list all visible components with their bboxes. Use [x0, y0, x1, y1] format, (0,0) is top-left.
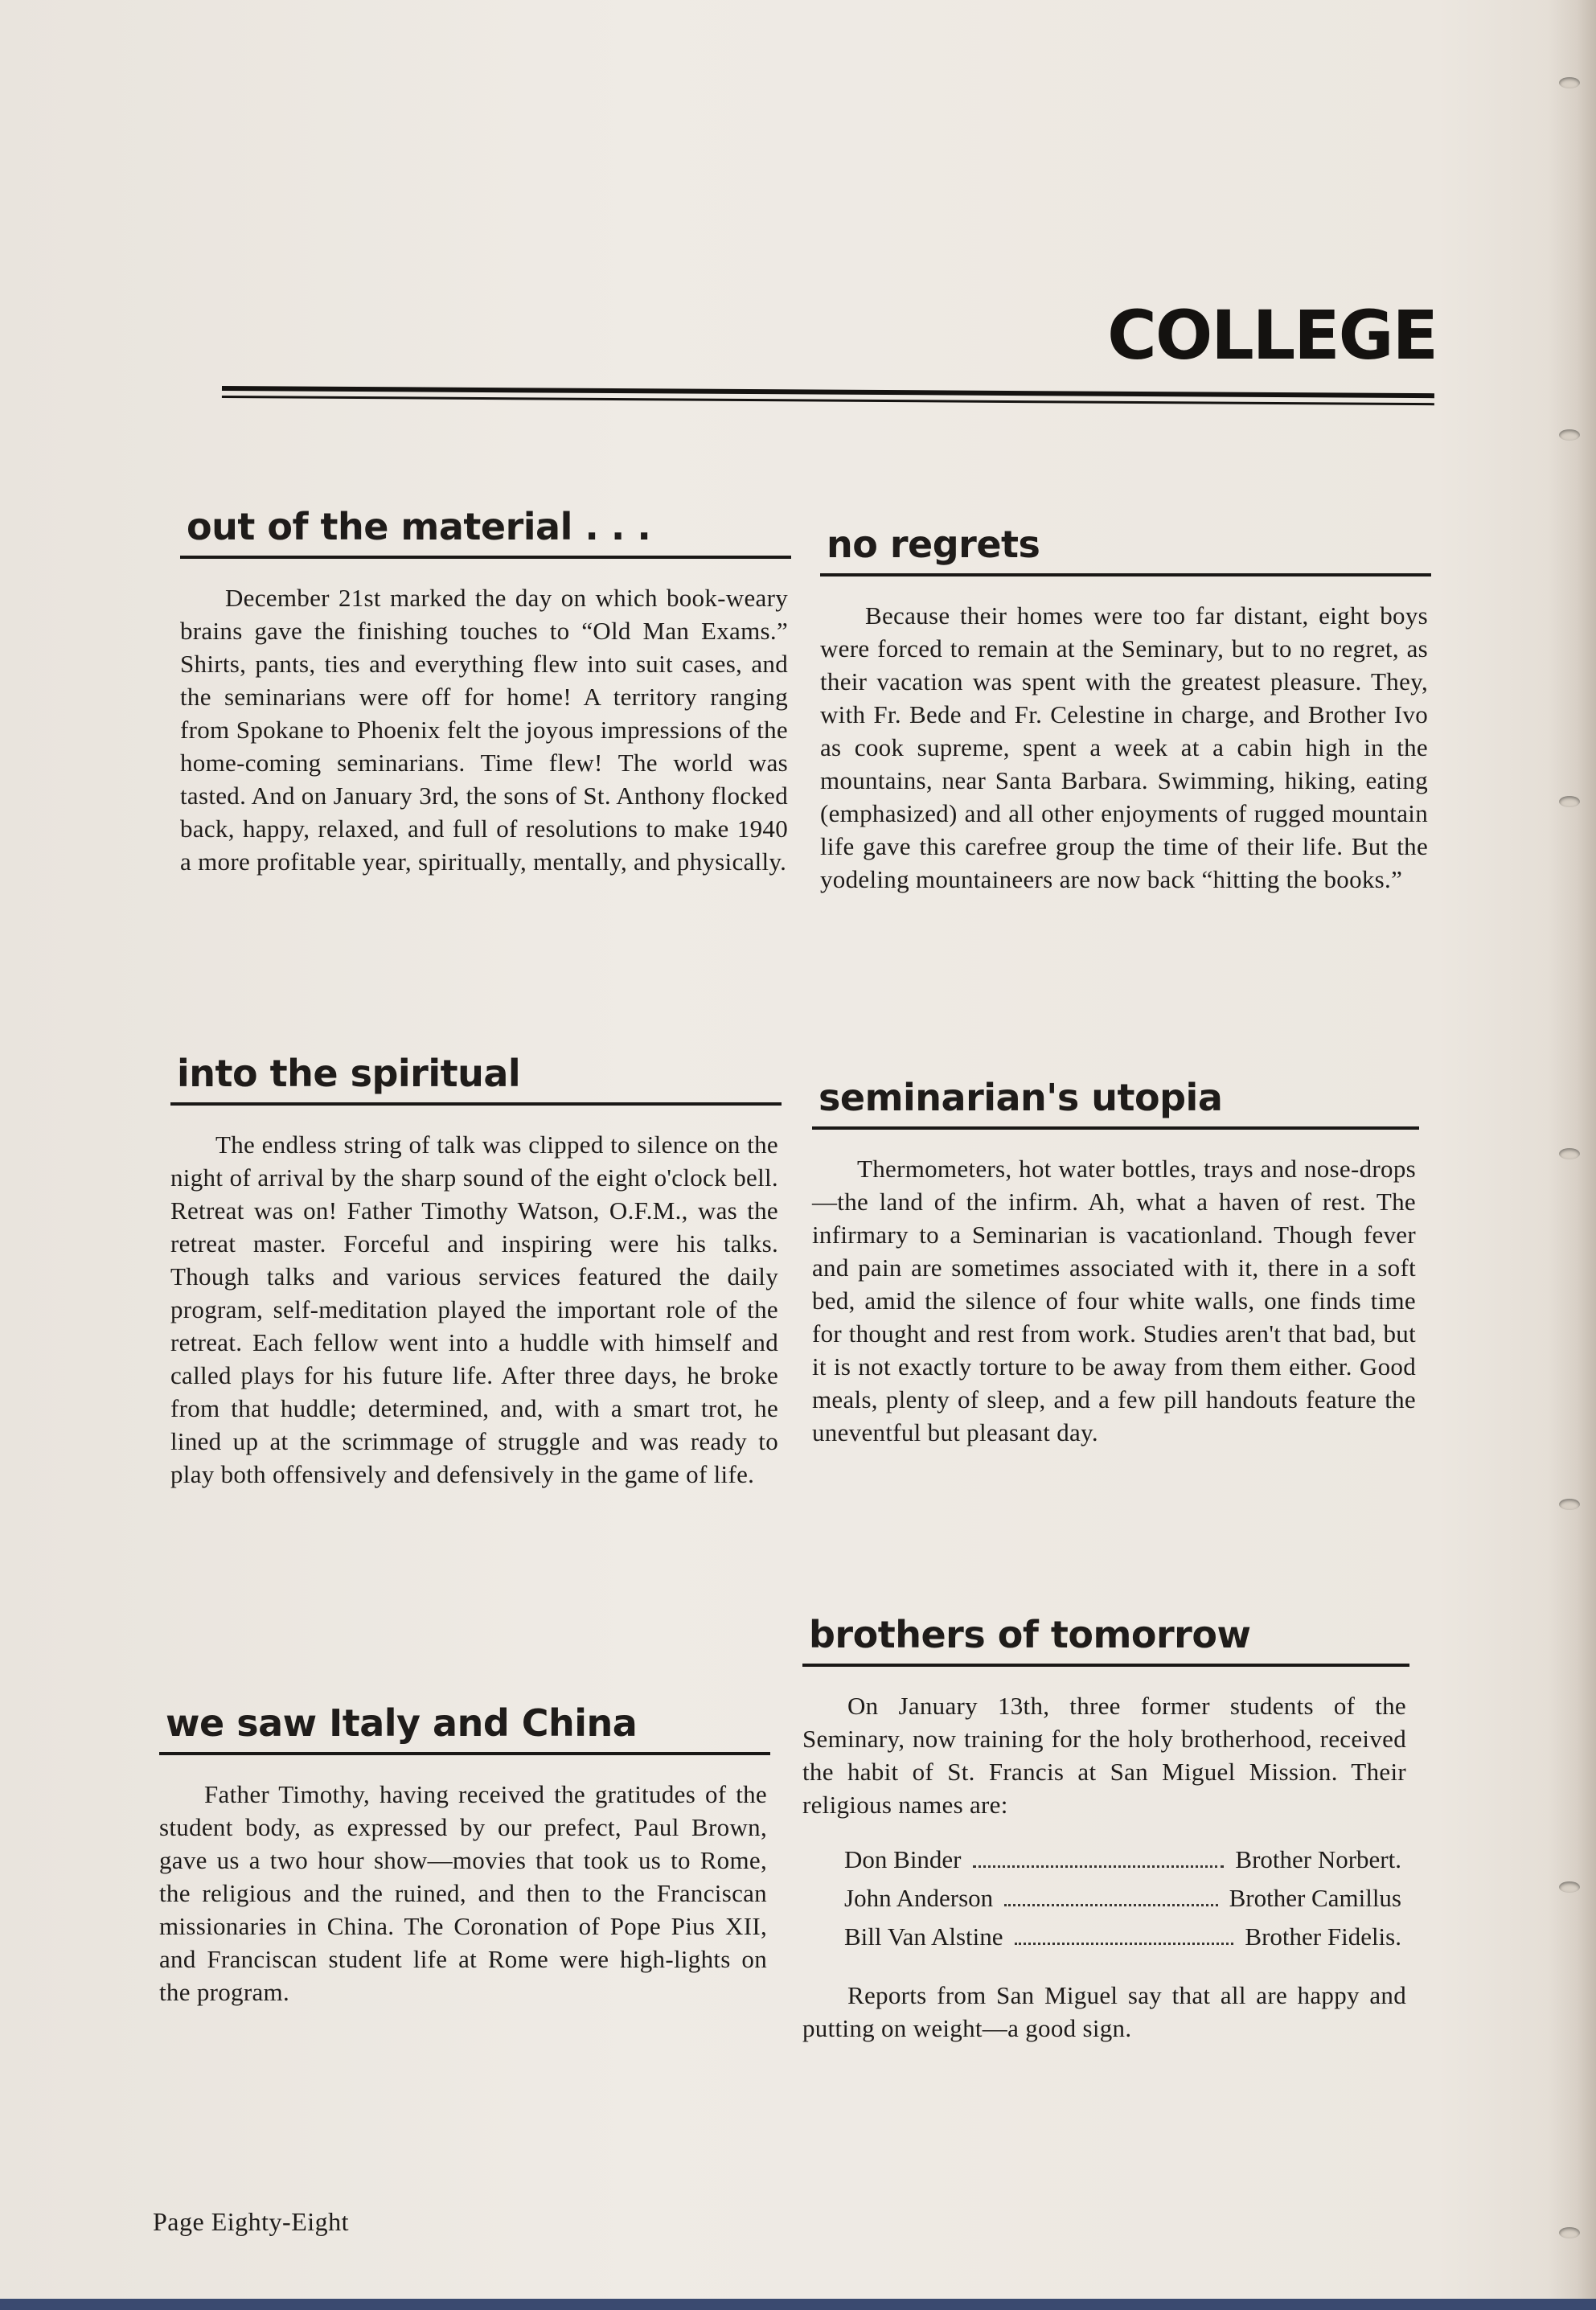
- article-body: On January 13th, three former students of the Seminary, now training for the holy brotherhood, received the habit of St. Francis at San Miguel Mission. Their religious names are:: [802, 1691, 1406, 1819]
- brothers-name-list: [844, 1840, 1409, 1956]
- section-title: COLLEGE: [1107, 296, 1437, 375]
- article-heading: brothers of tomorrow: [802, 1615, 1409, 1667]
- secular-name: John Anderson: [844, 1883, 994, 1912]
- article-closing: Reports from San Miguel say that all are happy and putting on weight—a good sign.: [802, 1980, 1406, 2042]
- article-heading: we saw Italy and China: [159, 1703, 770, 1755]
- secular-name: Don Binder: [844, 1844, 962, 1873]
- article-body: Father Timothy, having received the gratitudes of the student body, as expressed by our prefect, Paul Brown, gave us a two hour show—movies that took us to Rome, the religious and the ruined, and then to the Franciscan missionaries in China. The Coronation of Pope Pius XII, and Franciscan student life at Rome were high-lights on the program.: [159, 1779, 767, 2006]
- binding-hole: [1559, 1499, 1580, 1510]
- binding-hole: [1559, 796, 1580, 807]
- leader-dots: [1015, 1943, 1234, 1945]
- scan-bottom-border: [0, 2299, 1596, 2310]
- name-row: [844, 1879, 1409, 1918]
- leader-dots: [973, 1865, 1225, 1868]
- article-utopia: [812, 1077, 1419, 1449]
- article-heading: out of the material . . .: [180, 507, 791, 559]
- article-body: Because their homes were too far distant, eight boys were forced to remain at the Seminary, but to no regret, as their vacation was spent with the greatest pleasure. They, with Fr. Bede and Fr. Celestine in charge, and Brother Ivo as cook supreme, spent a week at a cabin high in the mountains, near Santa Barbara. Swimming, hiking, eating (emphasized) and all other enjoyments of rugged mountain life gave this carefree group the time of their life. But the yodeling mountaineers are now back “hitting the books.”: [820, 601, 1428, 893]
- page-number: Page Eighty-Eight: [153, 2207, 350, 2236]
- binding-hole: [1559, 429, 1580, 441]
- name-row: [844, 1918, 1409, 1956]
- binding-hole: [1559, 1881, 1580, 1893]
- binding-hole: [1559, 2227, 1580, 2238]
- religious-name: Brother Camillus: [1229, 1883, 1401, 1912]
- binding-hole: [1559, 1148, 1580, 1159]
- name-row: [844, 1840, 1409, 1879]
- article-material: [180, 507, 791, 878]
- article-spiritual: [170, 1053, 782, 1491]
- article-heading: seminarian's utopia: [812, 1077, 1419, 1130]
- article-heading: into the spiritual: [170, 1053, 782, 1106]
- article-body: December 21st marked the day on which book-weary brains gave the finishing touches to “Old Man Exams.” Shirts, pants, ties and everything flew into suit cases, and the seminarians were off for home! A territory ranging from Spokane to Phoenix felt the joyous impressions of the home-coming seminarians. Time flew! The world was tasted. And on January 3rd, the sons of St. Anthony flocked back, happy, relaxed, and full of resolutions to make 1940 a more profitable year, spiritually, mentally, and physically.: [180, 583, 788, 876]
- article-italy: [159, 1703, 770, 2008]
- article-heading: no regrets: [820, 524, 1431, 576]
- article-regrets: [820, 524, 1431, 896]
- article-body: Thermometers, hot water bottles, trays and nose-drops—the land of the infirm. Ah, what a haven of rest. The infirmary to a Seminarian is vacationland. Though fever and pain are sometimes associated with it, there in a soft bed, amid the silence of four white walls, one finds time for thought and rest from work. Studies aren't that bad, but it is not exactly torture to be away from them either. Good meals, plenty of sleep, and a few pill handouts feature the uneventful but pleasant day.: [812, 1154, 1416, 1446]
- secular-name: Bill Van Alstine: [844, 1922, 1003, 1951]
- article-brothers: [802, 1615, 1409, 2045]
- religious-name: Brother Norbert.: [1235, 1844, 1401, 1873]
- article-body: The endless string of talk was clipped to silence on the night of arrival by the sharp sound of the eight o'clock bell. Retreat was on! Father Timothy Watson, O.F.M., was the retreat master. Forceful and inspiring were his talks. Though talks and various services featured the daily program, self-meditation played the important role of the retreat. Each fellow went into a huddle with himself and called plays for his future life. After three days, he broke from that huddle; determined, and, with a smart trot, he lined up at the scrimmage of struggle and was ready to play both offensively and defensively in the game of life.: [170, 1130, 778, 1488]
- leader-dots: [1004, 1904, 1217, 1906]
- binding-hole: [1559, 77, 1580, 88]
- religious-name: Brother Fidelis.: [1245, 1922, 1401, 1951]
